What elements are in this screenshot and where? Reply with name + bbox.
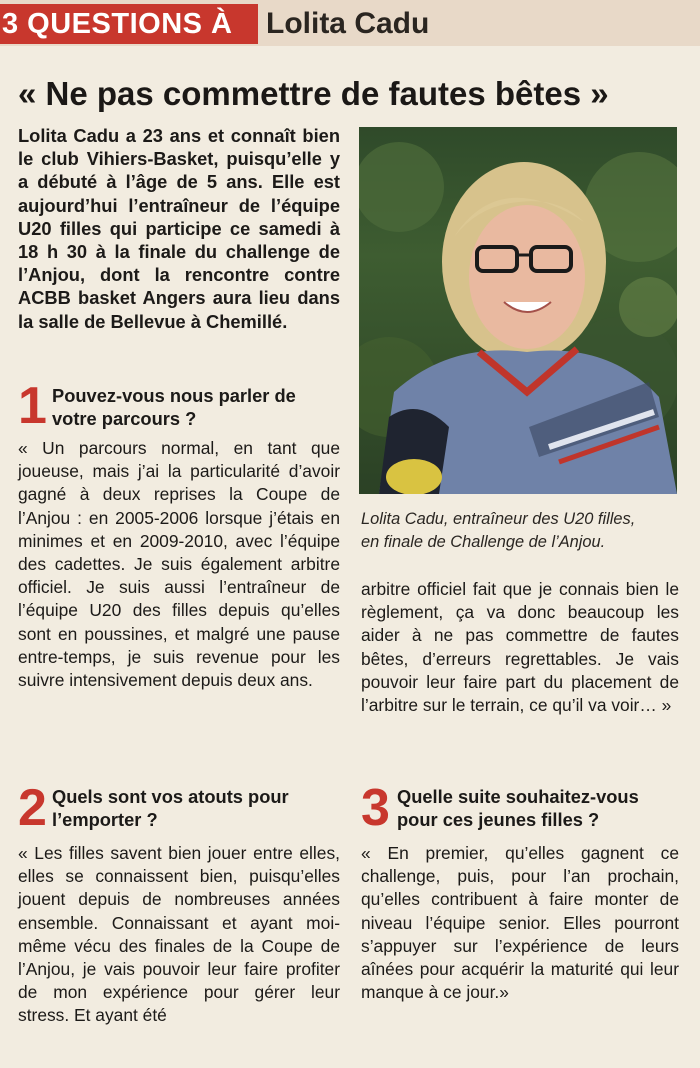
question-title: Quels sont vos atouts pour l’emporter ? xyxy=(52,786,289,830)
answer-2: « Les filles savent bien jouer entre elles, elles se connaissent bien, puisqu’elles jouent depuis de nombreuses années ensemble. Connaissant et ayant moi-même vécu des finales de la Coupe de l’Anjou, je vais pouvoir leur faire profiter de mon expérience pour gérer leur stress. Et ayant été xyxy=(18,843,340,1026)
question-2 xyxy=(18,779,340,837)
question-number: 1 xyxy=(18,377,47,435)
interviewee-name: Lolita Cadu xyxy=(266,7,430,40)
question-title: Pouvez-vous nous parler de votre parcours ? xyxy=(52,385,296,429)
lede-paragraph: Lolita Cadu a 23 ans et connaît bien le club Vihiers-Basket, puisqu’elle y a débuté à l’âge de 5 ans. Elle est aujourd’hui l’entraîneur de l’équipe U20 filles qui participe ce samedi à 18 h 30 à la finale du challenge de l’Anjou, dont la rencontre contre ACBB basket Angers aura lieu dans la salle de Bellevue à Chemillé. xyxy=(18,125,340,332)
question-number: 3 xyxy=(361,779,390,837)
question-number: 2 xyxy=(18,779,47,837)
portrait-illustration xyxy=(359,127,677,494)
headline: « Ne pas commettre de fautes bêtes » xyxy=(18,75,609,112)
answer-2-continued: arbitre officiel fait que je connais bien le règlement, ça va donc beaucoup les aider à ne pas commettre de fautes bêtes, d’erreurs regrettables. Je vais pouvoir leur faire part du placement de l’arbitre sur le terrain, ce qu’il va voir… » xyxy=(361,579,679,716)
section-label: 3 QUESTIONS À xyxy=(0,4,258,44)
question-1 xyxy=(18,377,340,435)
caption-line-1: Lolita Cadu, entraîneur des U20 filles, xyxy=(361,510,636,528)
caption-line-2: en finale de Challenge de l’Anjou. xyxy=(361,533,606,551)
portrait-photo xyxy=(359,127,677,494)
question-3 xyxy=(361,779,683,837)
answer-3: « En premier, qu’elles gagnent ce challenge, puis, pour l’an prochain, qu’elles contribuent à faire monter de niveau l’équipe senior. Elles pourront s’appuyer sur l’expérience de leurs aînées pour acquérir la maturité qui leur manque à ce jour.» xyxy=(361,843,679,1003)
question-title: Quelle suite souhaitez-vous pour ces jeunes filles ? xyxy=(397,786,639,830)
answer-1: « Un parcours normal, en tant que joueuse, mais j’ai la particularité d’avoir gagné à deux reprises la Coupe de l’Anjou : en 2005-2006 lorsque j’étais en minimes et en 2009-2010, avec l’équipe des cadettes. Je suis également arbitre officiel. Je suis aussi l’entraîneur de l’équipe U20 des filles depuis qu’elles sont en poussines, et malgré une pause entre-temps, je suis revenue pour les suivre intensivement depuis deux ans. xyxy=(18,438,340,691)
photo-caption xyxy=(361,508,681,554)
